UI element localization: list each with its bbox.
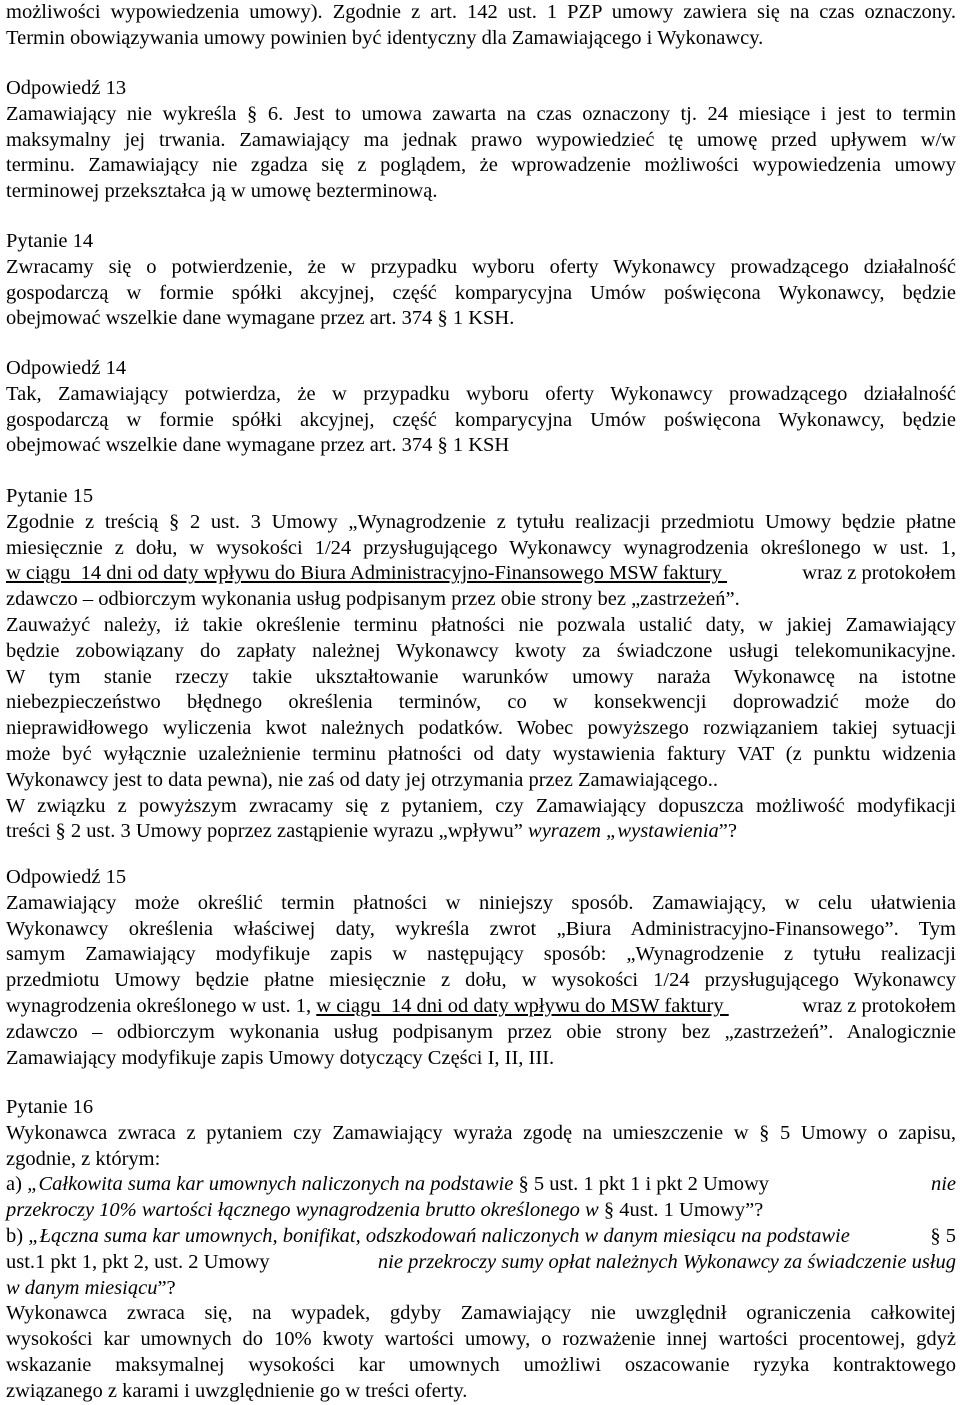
text-line [6, 994, 956, 1020]
text-line: W tym stanie rzeczy takie ukształtowanie warunków umowy naraża Wykonawcę na istotne [6, 665, 956, 688]
answer-14-section [6, 356, 956, 459]
text-line [6, 1198, 956, 1224]
list-marker: b) [6, 1224, 29, 1247]
section-heading: Pytanie 14 [6, 230, 94, 252]
text-line: Zamawiający może określić termin płatności w niniejszy sposób. Zamawiający, w celu ułatwienia [6, 891, 956, 914]
italic-phrase: „Całkowita suma kar umownych naliczonych na podstawie [27, 1173, 514, 1196]
text-line: maksymalny jej trwania. Zamawiający ma jednak prawo wypowiedzieć tę umowę przed upływem w/w [6, 128, 956, 151]
section-heading: Odpowiedź 14 [6, 357, 127, 379]
underlined-phrase: w ciągu 14 dni od daty wpływu do Biura Administracyjno-Finansowego MSW faktury [6, 562, 728, 585]
section-heading: Pytanie 15 [6, 485, 94, 507]
text-line: Wykonawca zwraca z pytaniem czy Zamawiający wyraża zgodę na umieszczenie w § 5 Umowy o zapisu, [6, 1121, 956, 1144]
text-fragment: ”? [718, 820, 737, 843]
text-line: Wykonawcy określenia właściwej daty, wykreśla zwrot „Biura Administracyjno-Finansowego”. Tym [6, 917, 956, 940]
section-heading: Odpowiedź 15 [6, 866, 127, 888]
text-line: zdawczo – odbiorczym wykonania usług podpisanym przez obie strony bez „zastrzeżeń”. [6, 588, 740, 611]
section-heading: Odpowiedź 13 [6, 77, 127, 99]
question-16-section [6, 1095, 956, 1405]
text-line: Zwracamy się o potwierdzenie, że w przypadku wyboru oferty Wykonawcy prowadzącego działalność [6, 255, 956, 278]
text-line: Zauważyć należy, iż takie określenie terminu płatności nie pozwala ustalić daty, w jakiej Zamawiający [6, 613, 956, 636]
text-line: będzie zobowiązany do zapłaty należnej Wykonawcy kwoty za świadczone usługi telekomunikacyjne. [6, 639, 956, 662]
text-line: może być wyłącznie uzależnienie terminu płatności od daty wystawienia faktury VAT (z punktu widzenia [6, 742, 956, 765]
text-fragment: wraz z protokołem [802, 562, 956, 585]
text-line: wysokości kar umownych do 10% kwoty wartości umowy, o rozważenie innej wartości procentowej, gdyż [6, 1328, 956, 1351]
text-line: możliwości wypowiedzenia umowy). Zgodnie z art. 142 ust. 1 PZP umowy zawiera się na czas oznaczony. [6, 1, 956, 23]
italic-phrase: nie przekroczy sumy opłat należnych Wykonawcy za świadczenie usług [377, 1250, 956, 1273]
text-line: Wykonawcy jest to data pewna), nie zaś od daty jej otrzymania przez Zamawiającego.. [6, 768, 718, 791]
text-line: terminu. Zamawiający nie zgadza się z poglądem, że wprowadzenie możliwości wypowiedzenia umowy [6, 154, 956, 177]
text-line: wskazanie maksymalnej wysokości kar umownych umożliwi oszacowanie ryzyka kontraktowego [6, 1353, 956, 1376]
text-line [6, 561, 956, 587]
text-line: Zamawiający nie wykreśla § 6. Jest to umowa zawarta na czas oznaczony tj. 24 miesiące i jest to termin [6, 102, 956, 125]
text-line: gospodarczą w formie spółki akcyjnej, część komparycyjna Umów poświęcona Wykonawcy, będzie [6, 408, 956, 431]
text-fragment: § 4ust. 1 Umowy”? [598, 1199, 764, 1222]
list-item-a [6, 1172, 956, 1198]
text-fragment: wraz z protokołem [802, 994, 956, 1017]
text-line: terminowej przekształca ją w umowę bezterminową. [6, 180, 438, 203]
text-fragment [6, 994, 729, 1020]
list-marker: a) [6, 1173, 28, 1196]
text-fragment: § 5 ust. 1 pkt 1 i pkt 2 Umowy [513, 1173, 775, 1196]
question-14-section [6, 229, 956, 332]
italic-phrase: nie [930, 1173, 956, 1196]
italic-phrase: „Łączna suma kar umownych, bonifikat, odszkodowań naliczonych w danym miesiącu na podstawie [28, 1224, 850, 1247]
text-fragment: wynagrodzenia określonego w ust. 1, [6, 994, 317, 1017]
section-heading: Pytanie 16 [6, 1096, 94, 1118]
text-line: W związku z powyższym zwracamy się z pytaniem, czy Zamawiający dopuszcza możliwość modyfikacji [6, 794, 956, 817]
text-line: zgodnie, z którym: [6, 1147, 161, 1170]
text-line: gospodarczą w formie spółki akcyjnej, część komparycyjna Umów poświęcona Wykonawcy, będzie [6, 281, 956, 304]
list-item-b [6, 1224, 956, 1250]
italic-phrase: w danym miesiącu [6, 1276, 158, 1299]
answer-15-section [6, 865, 956, 1071]
text-line: Zgodnie z treścią § 2 ust. 3 Umowy „Wynagrodzenie z tytułu realizacji przedmiotu Umowy będzie płatne [6, 510, 956, 533]
text-line: niebezpieczeństwo błędnego określenia terminów, co w konsekwencji doprowadzić może do [6, 691, 956, 714]
text-fragment: § 5 [925, 1224, 956, 1247]
text-line [6, 819, 956, 845]
answer-13-section [6, 76, 956, 205]
text-line: Tak, Zamawiający potwierdza, że w przypadku wyboru oferty Wykonawcy prowadzącego działalność [6, 382, 956, 405]
text-line: obejmować wszelkie dane wymagane przez art. 374 § 1 KSH [6, 434, 510, 457]
text-fragment [6, 1224, 850, 1250]
text-fragment: ust.1 pkt 1, pkt 2, ust. 2 Umowy [6, 1250, 275, 1273]
text-line: przedmiotu Umowy będzie płatne miesięcznie z dołu, w wysokości 1/24 przysługującego Wykonawcy [6, 969, 956, 992]
italic-phrase: wyrazem „wystawienia [528, 820, 719, 843]
text-line: obejmować wszelkie dane wymagane przez art. 374 § 1 KSH. [6, 307, 515, 330]
text-line: nieprawidłowego wyliczenia kwot należnych podatków. Wobec powyższego rozwiązaniem takiej sytuacji [6, 717, 956, 740]
question-15-section [6, 484, 956, 845]
underlined-phrase: w ciągu 14 dni od daty wpływu do MSW faktury [316, 994, 729, 1017]
italic-phrase: przekroczy 10% wartości łącznego wynagrodzenia brutto określonego w [6, 1199, 599, 1222]
text-line [6, 1250, 956, 1276]
text-fragment: treści § 2 ust. 3 Umowy poprzez zastąpienie wyrazu „wpływu” [6, 820, 529, 843]
text-line: samym Zamawiający modyfikuje zapis w następujący sposób: „Wynagrodzenie z tytułu realizacji [6, 943, 956, 966]
intro-paragraph [6, 0, 956, 52]
text-fragment [6, 1172, 774, 1198]
text-line: Termin obowiązywania umowy powinien być identyczny dla Zamawiającego i Wykonawcy. [6, 26, 764, 49]
text-fragment: ”? [157, 1276, 176, 1299]
text-line: Zamawiający modyfikuje zapis Umowy dotyczący Części I, II, III. [6, 1046, 555, 1069]
text-line: związanego z karami i uwzględnienie go w treści oferty. [6, 1379, 468, 1402]
text-line: zdawczo – odbiorczym wykonania usług podpisanym przez obie strony bez „zastrzeżeń”. Analogicznie [6, 1020, 956, 1043]
text-line [6, 1276, 956, 1302]
text-line: Wykonawca zwraca się, na wypadek, gdyby Zamawiający nie uwzględnił ograniczenia całkowitej [6, 1302, 956, 1325]
text-line: miesięcznie z dołu, w wysokości 1/24 przysługującego Wykonawcy wynagrodzenia określonego w ust. 1, [6, 536, 956, 559]
